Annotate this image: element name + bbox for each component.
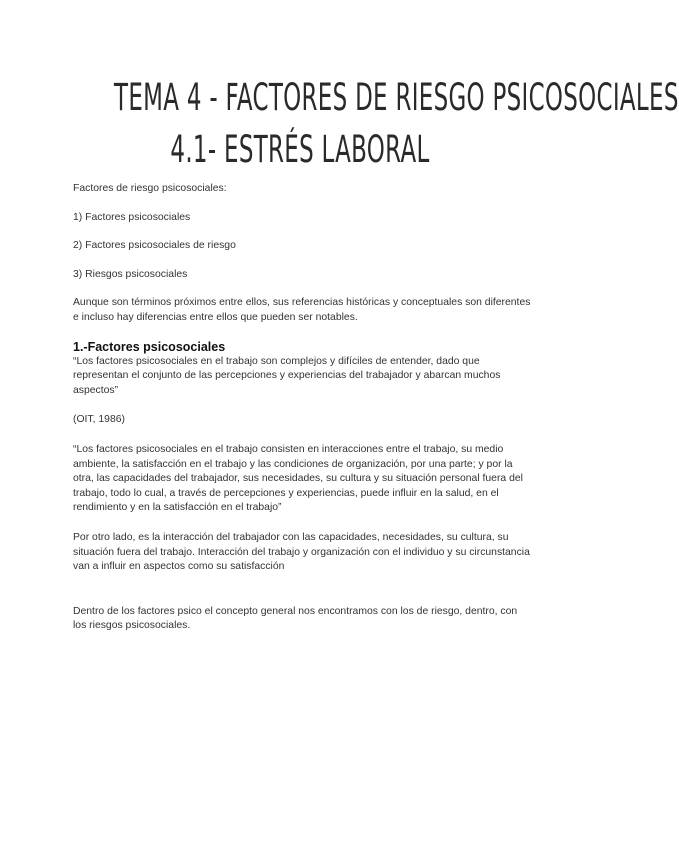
body-paragraph: Dentro de los factores psico el concepto general nos encontramos con los de riesgo, dentro, con los riesgos psicosociales. xyxy=(73,605,518,632)
body-paragraph: Por otro lado, es la interacción del trabajador con las capacidades, necesidades, su cultura, su situación fuera del trabajo. Interacción del trabajo y organización con el individuo y su circunstancia van a influir en aspectos como su satisfacción xyxy=(73,531,530,573)
intro-list-item: 2) Factores psicosociales de riesgo xyxy=(73,240,236,252)
section-heading: 1.-Factores psicosociales xyxy=(73,339,226,354)
document-body xyxy=(73,182,533,634)
quote-paragraph: “Los factores psicosociales en el trabajo consisten en interacciones entre el trabajo, su medio ambiente, la satisfacción en el trabajo y las condiciones de organización, por una parte; y por la otra, las capacidades del trabajador, sus necesidades, su cultura y su situación personal fuera del trabajo, todo lo cual, a través de percepciones y experiencias, puede influir en la salud, en el rendimiento y en la satisfacción en el trabajo” xyxy=(73,443,523,514)
intro-paragraph: Aunque son términos próximos entre ellos, sus referencias históricas y conceptuales son diferentes e incluso hay diferencias entre ellos que pueden ser notables. xyxy=(73,297,531,323)
document-subtitle: 4.1- ESTRÉS LABORAL xyxy=(170,128,430,171)
intro-list-item: 1) Factores psicosociales xyxy=(73,211,191,223)
intro-label: Factores de riesgo psicosociales: xyxy=(73,183,227,194)
intro-list-item: 3) Riesgos psicosociales xyxy=(73,268,188,280)
quote-paragraph: “Los factores psicosociales en el trabajo son complejos y difíciles de entender, dado que representan el conjunto de las percepciones y experiencias del trabajador y abarcan muchos aspectos” xyxy=(73,355,501,396)
document-title: TEMA 4 - FACTORES DE RIESGO PSICOSOCIALES xyxy=(114,76,679,119)
citation: (OIT, 1986) xyxy=(73,414,125,426)
